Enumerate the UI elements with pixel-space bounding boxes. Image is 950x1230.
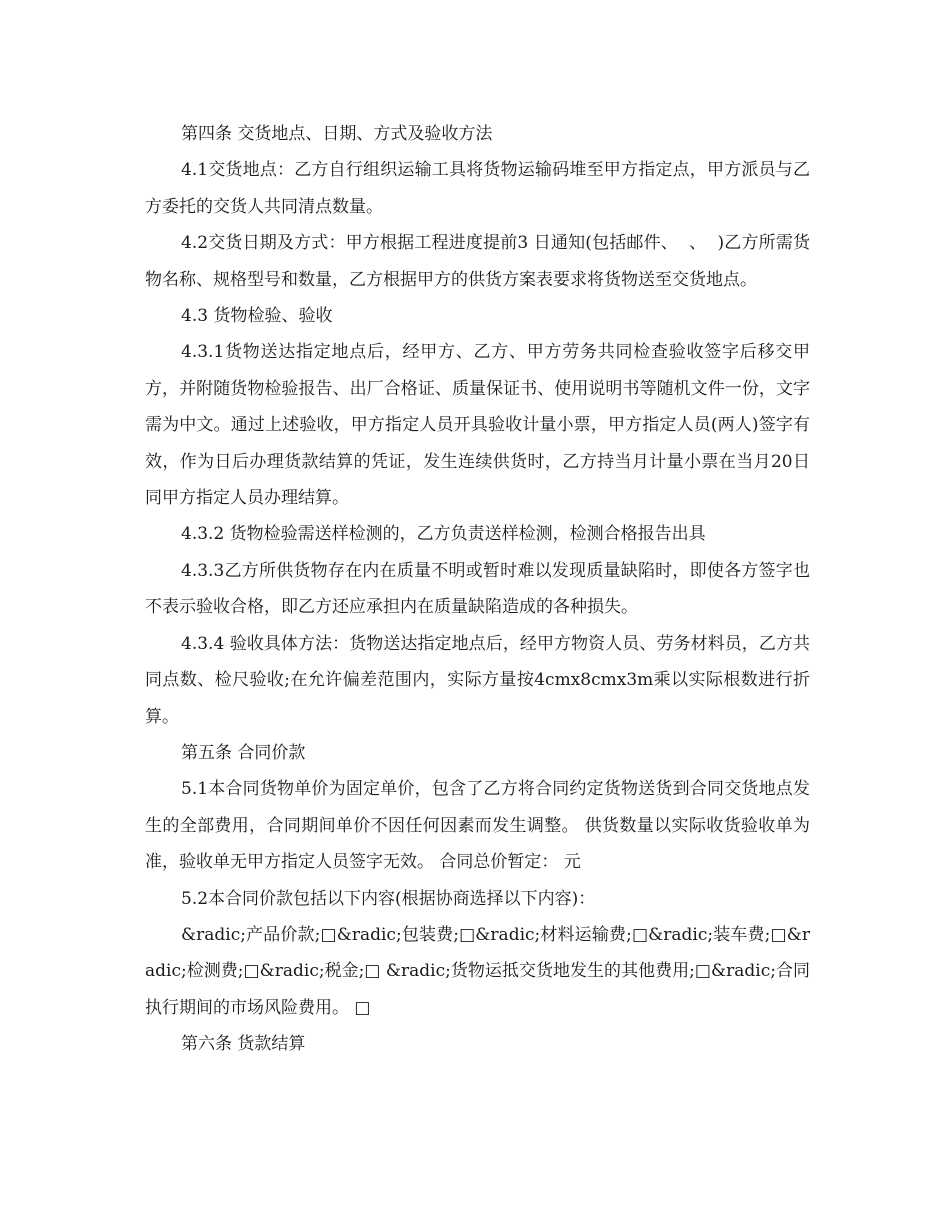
clause-4-3-heading: 4.3 货物检验、验收 [181,306,333,327]
clause-4-1: 4.1交货地点：乙方自行组织运输工具将货物运输码堆至甲方指定点，甲方派员与乙方委托的交货人共同清点数量。 [145,160,810,217]
clause-4-3-1: 4.3.1货物送达指定地点后，经甲方、乙方、甲方劳务共同检查验收签字后移交甲方，并附随货物检验报告、出厂合格证、质量保证书、使用说明书等随机文件一份，文字需为中文。通过上述验收，甲方指定人员开具验收计量小票，甲方指定人员(两人)签字有效，作为日后办理货款结算的凭证，发生连续供货时，乙方持当月计量小票在当月20日同甲方指定人员办理结算。 [145,342,810,509]
clause-5-2: 5.2本合同价款包括以下内容(根据协商选择以下内容)： [181,888,596,909]
clause-4-3-2: 4.3.2 货物检验需送样检测的，乙方负责送样检测，检测合格报告出具 [181,524,706,545]
clause-5-1: 5.1本合同货物单价为固定单价，包含了乙方将合同约定货物送货到合同交货地点发生的全部费用，合同期间单价不因任何因素而发生调整。 供货数量以实际收货验收单为准，验收单无甲方指定人员签字无效。 合同总价暂定： 元 [145,779,810,873]
article-6-heading: 第六条 货款结算 [181,1034,306,1055]
clause-4-3-4: 4.3.4 验收具体方法：货物送达指定地点后，经甲方物资人员、劳务材料员，乙方共同点数、检尺验收;在允许偏差范围内，实际方量按4cmx8cmx3m乘以实际根数进行折算。 [145,633,810,727]
article-4-heading: 第四条 交货地点、日期、方式及验收方法 [181,124,493,144]
clause-4-2: 4.2交货日期及方式：甲方根据工程进度提前3 日通知(包括邮件、 、 )乙方所需货物名称、规格型号和数量，乙方根据甲方的供货方案表要求将货物送至交货地点。 [145,233,810,290]
clause-5-2-items: &radic;产品价款;□&radic;包装费;□&radic;材料运输费;□&radic;装车费;□&radic;检测费;□&radic;税金;□ &radic;货物运抵交货地发生的其他费用;□&radic;合同执行期间的市场风险费用。 □ [145,924,810,1018]
document-body [145,116,810,1063]
clause-4-3-3: 4.3.3乙方所供货物存在内在质量不明或暂时难以发现质量缺陷时，即使各方签字也不表示验收合格，即乙方还应承担内在质量缺陷造成的各种损失。 [145,560,810,618]
article-5-heading: 第五条 合同价款 [181,742,306,763]
